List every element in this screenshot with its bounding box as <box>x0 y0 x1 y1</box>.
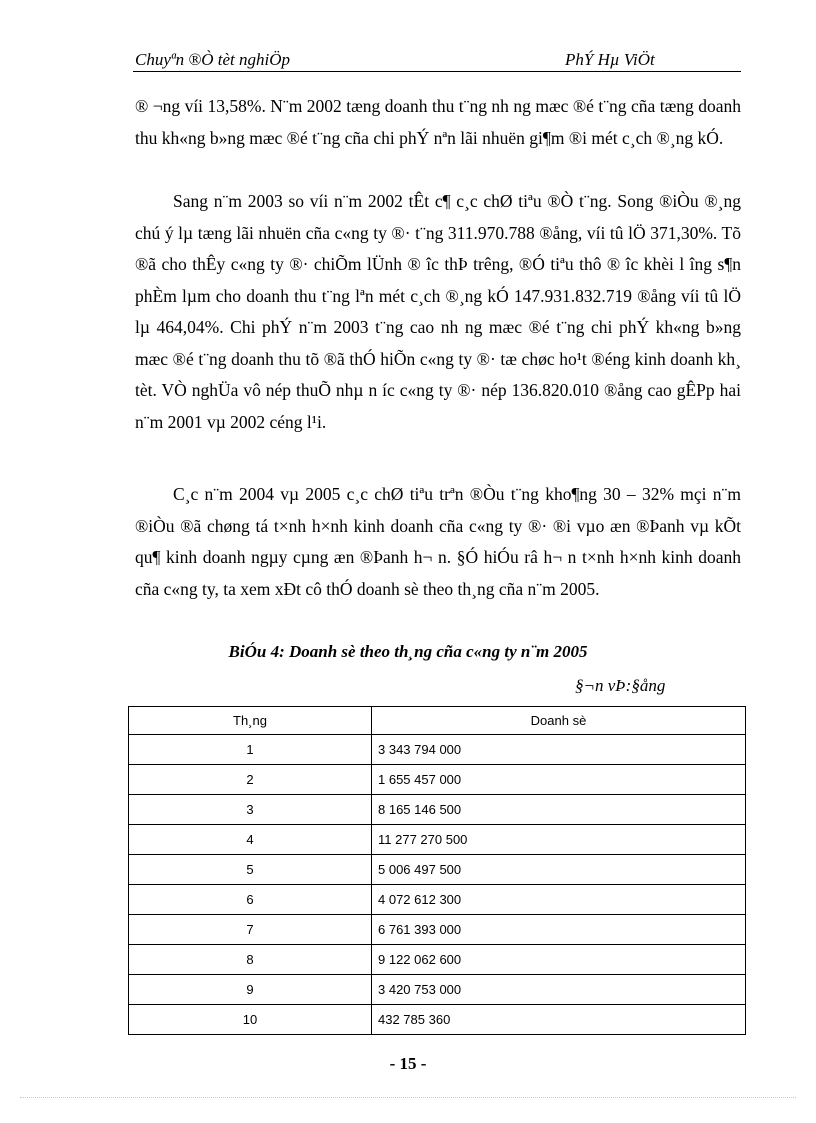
paragraph-2: Sang n¨m 2003 so víi n¨m 2002 tÊt c¶ c¸c chØ tiªu ®Ò t¨ng. Song ®iÒu ®¸ng chú ý lµ tæng lãi nhuën cña c«ng ty ®· t¨ng 311.970.788 ®ång, víi tû lÖ 371,30%. Tõ ®ã cho thÊy c«ng ty ®· chiÕm lÜnh ® îc thÞ trêng, ®Ó tiªu thô ® îc khèi l îng s¶n phÈm lµm cho doanh thu t¨ng lªn mét c¸ch ®¸ng kÓ 147.931.832.719 ®ång víi tû lÖ lµ 464,04%. Chi phÝ n¨m 2003 t¨ng cao nh ng mæc ®é t¨ng chi phÝ kh«ng b»ng mæc ®é t¨ng doanh thu tõ ®ã thÓ hiÕn c«ng ty ®· tæ chøc ho¹t ®éng kinh doanh kh¸ tèt. VÒ nghÜa vô nép thuÕ nhµ n íc c«ng ty ®· nép 136.820.010 ®ång cao gÊPp hai n¨m 2001 vµ 2002 céng l¹i. <box>135 191 741 432</box>
table-header-row <box>129 707 746 735</box>
unit-label: §¬n vÞ:§ång <box>575 676 666 695</box>
month-cell: 8 <box>129 945 372 975</box>
revenue-cell: 3 343 794 000 <box>372 735 746 765</box>
revenue-cell: 3 420 753 000 <box>372 975 746 1005</box>
revenue-cell: 5 006 497 500 <box>372 855 746 885</box>
month-cell: 5 <box>129 855 372 885</box>
revenue-cell: 432 785 360 <box>372 1005 746 1035</box>
revenue-cell: 9 122 062 600 <box>372 945 746 975</box>
page-bottom-divider <box>20 1097 796 1098</box>
page-number: - 15 - <box>389 1054 427 1073</box>
month-cell: 7 <box>129 915 372 945</box>
table-row <box>129 945 746 975</box>
month-cell: 2 <box>129 765 372 795</box>
header-title: Chuyªn ®Ò tèt nghiÖp <box>135 50 291 69</box>
header-divider <box>133 71 741 72</box>
month-cell: 9 <box>129 975 372 1005</box>
revenue-cell: 1 655 457 000 <box>372 765 746 795</box>
revenue-cell: 6 761 393 000 <box>372 915 746 945</box>
month-cell: 3 <box>129 795 372 825</box>
month-cell: 1 <box>129 735 372 765</box>
table-caption: BiÓu 4: Doanh sè theo th¸ng cña c«ng ty n¨m 2005 <box>228 642 588 661</box>
table-row <box>129 1005 746 1035</box>
paragraph-1: ® ¬ng víi 13,58%. N¨m 2002 tæng doanh thu t¨ng nh ng mæc ®é t¨ng cña tæng doanh thu kh«ng b»ng mæc ®é t¨ng cña chi phÝ nªn lãi nhuën gi¶m ®i mét c¸ch ®¸ng kÓ. <box>135 96 741 148</box>
table-row <box>129 975 746 1005</box>
table-row <box>129 915 746 945</box>
revenue-cell: 11 277 270 500 <box>372 825 746 855</box>
table-row <box>129 795 746 825</box>
table-row <box>129 855 746 885</box>
revenue-cell: 4 072 612 300 <box>372 885 746 915</box>
table-row <box>129 885 746 915</box>
paragraph-3: C¸c n¨m 2004 vµ 2005 c¸c chØ tiªu trªn ®Òu t¨ng kho¶ng 30 – 32% mçi n¨m ®iÒu ®ã chøng tá t×nh h×nh kinh doanh cña c«ng ty ®· ®i vµo æn ®Þanh vµ kÕt qu¶ kinh doanh ngµy cµng æn ®Þanh h¬ n. §Ó hiÓu râ h¬ n t×nh h×nh kinh doanh cña c«ng ty, ta xem xÐt cô thÓ doanh sè theo th¸ng cña n¨m 2005. <box>135 484 741 599</box>
monthly-sales-table <box>128 706 746 1035</box>
month-cell: 6 <box>129 885 372 915</box>
revenue-cell: 8 165 146 500 <box>372 795 746 825</box>
column-header-month: Th¸ng <box>129 707 372 735</box>
header-author: PhÝ Hµ ViÖt <box>565 50 655 69</box>
table-row <box>129 765 746 795</box>
table-row <box>129 825 746 855</box>
table-row <box>129 735 746 765</box>
column-header-revenue: Doanh sè <box>372 707 746 735</box>
month-cell: 4 <box>129 825 372 855</box>
month-cell: 10 <box>129 1005 372 1035</box>
